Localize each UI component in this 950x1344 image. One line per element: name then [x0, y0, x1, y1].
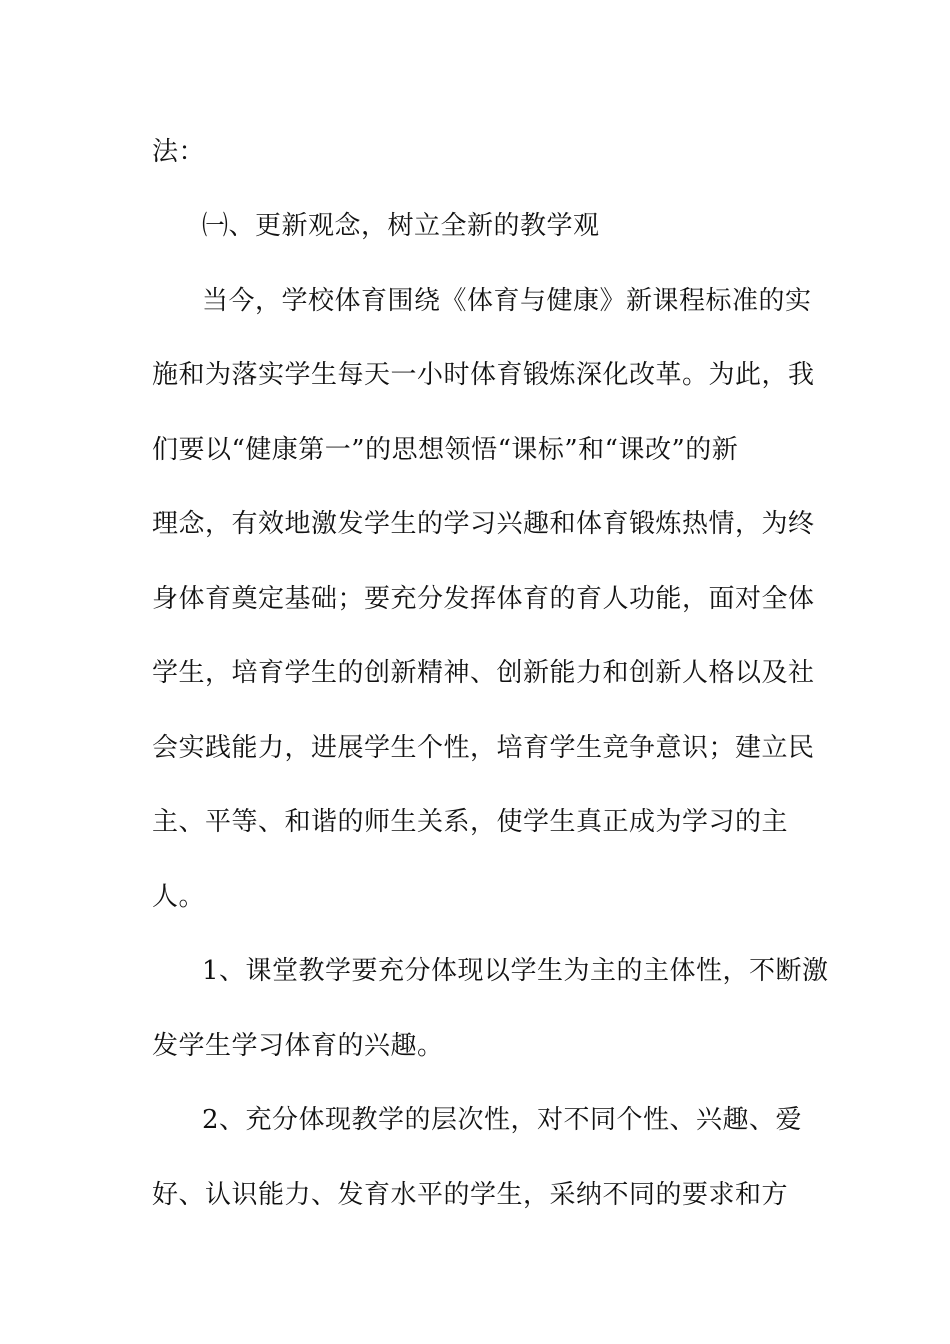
text-line-8: 学生，培育学生的创新精神、创新能力和创新人格以及社: [152, 658, 815, 688]
text-line-15: 好、认识能力、发育水平的学生，采纳不同的要求和方: [152, 1180, 789, 1210]
text-line-4: 施和为落实学生每天一小时体育锻炼深化改革。为此，我: [152, 360, 815, 390]
text-line-7: 身体育奠定基础；要充分发挥体育的育人功能，面对全体: [152, 584, 815, 614]
text-line-13: 发学生学习体育的兴趣。: [152, 1031, 444, 1061]
text-line-5: 们要以“健康第一”的思想领悟“课标”和“课改”的新: [152, 435, 739, 465]
text-line-1: 法：: [152, 137, 206, 167]
section-heading: ㈠、更新观念，树立全新的教学观: [202, 211, 600, 241]
text-line-6: 理念，有效地激发学生的学习兴趣和体育锻炼热情，为终: [152, 509, 815, 539]
list-item-1: 1、课堂教学要充分体现以学生为主的主体性，不断激: [202, 956, 829, 986]
text-line-9: 会实践能力，进展学生个性，培育学生竞争意识；建立民: [152, 733, 815, 763]
text-line-11: 人。: [152, 882, 206, 912]
text-line-3: 当今，学校体育围绕《体育与健康》新课程标准的实: [202, 286, 812, 316]
text-line-10: 主、平等、和谐的师生关系，使学生真正成为学习的主: [152, 807, 789, 837]
list-item-2: 2、充分体现教学的层次性，对不同个性、兴趣、爱: [202, 1105, 803, 1135]
